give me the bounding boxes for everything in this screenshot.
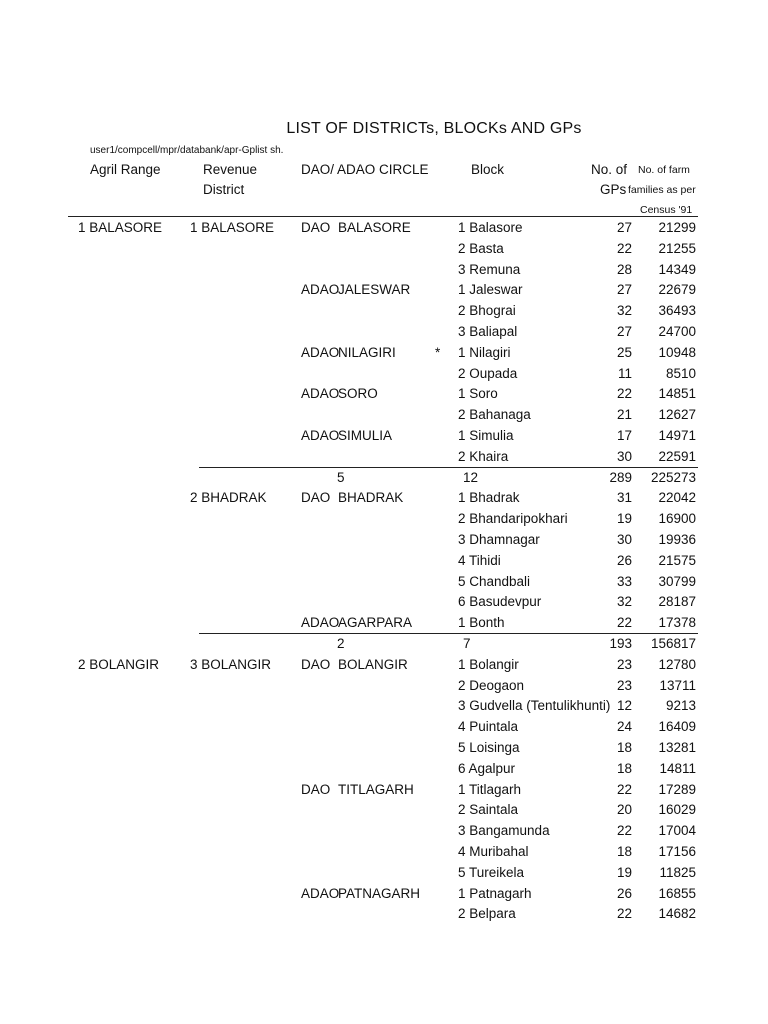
- block-cell: 2 Oupada: [458, 365, 518, 381]
- gps-count-cell: 21: [616, 407, 632, 423]
- subtotal-families: 225273: [650, 469, 696, 485]
- gps-count-cell: 24: [616, 719, 632, 735]
- block-cell: 5 Chandbali: [458, 573, 531, 589]
- farm-families-cell: 21299: [658, 220, 696, 235]
- table-row: [0, 300, 768, 321]
- gps-count-cell: 23: [616, 677, 632, 693]
- gps-count-cell: 22: [616, 781, 632, 797]
- farm-families-cell: 14971: [658, 428, 696, 443]
- table-row: [0, 799, 768, 820]
- gps-count-cell: 22: [616, 823, 632, 839]
- block-cell: 1 Titlagarh: [458, 781, 522, 797]
- table-row: [0, 841, 768, 862]
- block-cell: 3 Dhamnagar: [458, 532, 540, 547]
- farm-families-cell: 22679: [658, 282, 696, 298]
- circle-name-cell: SORO: [338, 386, 378, 402]
- circle-type-cell: ADAO: [301, 885, 340, 901]
- block-cell: 4 Tihidi: [458, 552, 501, 568]
- gps-count-cell: 19: [616, 864, 632, 880]
- header-gps: GPs: [600, 182, 627, 197]
- table-row: [0, 279, 768, 300]
- gps-count-cell: 23: [616, 656, 632, 672]
- farm-families-cell: 19936: [658, 532, 696, 547]
- farm-families-cell: 8510: [665, 365, 696, 381]
- block-cell: 2 Khaira: [458, 448, 509, 464]
- header-farm-line1: No. of farm: [638, 164, 690, 176]
- block-cell: 2 Bhograi: [458, 303, 516, 319]
- gps-count-cell: 11: [617, 365, 632, 381]
- table-row: [0, 425, 768, 446]
- agril-range-cell: 2 BOLANGIR: [78, 656, 160, 672]
- gps-count-cell: 26: [616, 552, 632, 568]
- farm-families-cell: 17378: [658, 615, 696, 631]
- page-title: LIST OF DISTRICTs, BLOCKs AND GPs: [286, 120, 582, 137]
- header-farm-line3: Census '91: [640, 204, 693, 216]
- block-cell: 2 Basta: [458, 240, 504, 256]
- table-row: [0, 779, 768, 800]
- gps-count-cell: 18: [616, 844, 632, 859]
- gps-count-cell: 30: [616, 448, 632, 464]
- gps-count-cell: 22: [616, 906, 632, 922]
- gps-count-cell: 22: [616, 240, 632, 256]
- block-cell: 1 Bolangir: [458, 656, 519, 672]
- farm-families-cell: 36493: [658, 303, 696, 319]
- table-row: [0, 612, 768, 633]
- agril-range-cell: 1 BALASORE: [78, 220, 163, 235]
- farm-families-cell: 17156: [658, 844, 696, 859]
- table-row: [0, 903, 768, 924]
- farm-families-cell: 17004: [658, 823, 696, 839]
- subtotal-gps: 193: [609, 636, 632, 651]
- block-cell: 1 Jaleswar: [458, 282, 523, 298]
- subtotal-dao-count: 2: [337, 636, 345, 651]
- farm-families-cell: 11825: [659, 864, 696, 880]
- table-row: [0, 571, 768, 592]
- table-row: [0, 737, 768, 758]
- farm-families-cell: 16409: [658, 719, 696, 735]
- block-cell: 1 Simulia: [458, 428, 514, 443]
- block-cell: 3 Baliapal: [458, 324, 518, 339]
- block-cell: 1 Nilagiri: [458, 344, 511, 360]
- block-cell: 4 Muribahal: [458, 844, 529, 859]
- table-row: [0, 758, 768, 779]
- header-farm-line2: families as per: [628, 184, 696, 196]
- district-cell: 3 BOLANGIR: [190, 656, 272, 672]
- gps-count-cell: 27: [616, 220, 632, 235]
- circle-name-cell: AGARPARA: [338, 615, 413, 631]
- circle-type-cell: ADAO: [301, 428, 340, 443]
- farm-families-cell: 17289: [658, 781, 696, 797]
- gps-count-cell: 17: [616, 428, 632, 443]
- circle-name-cell: NILAGIRI: [338, 344, 396, 360]
- block-cell: 3 Gudvella (Tentulikhunti): [458, 698, 611, 714]
- farm-families-cell: 21255: [658, 240, 696, 256]
- table-row: [0, 529, 768, 550]
- table-row: [0, 363, 768, 384]
- table-row: [0, 883, 768, 904]
- header-revenue: Revenue: [203, 162, 258, 177]
- circle-type-cell: DAO: [301, 781, 331, 797]
- circle-name-cell: JALESWAR: [338, 282, 411, 298]
- table-row: [0, 716, 768, 737]
- farm-families-cell: 22591: [658, 448, 696, 464]
- gps-count-cell: 28: [616, 261, 632, 277]
- gps-count-cell: 18: [616, 740, 632, 755]
- district-cell: 2 BHADRAK: [190, 490, 267, 506]
- subtotal-dao-count: 5: [337, 469, 345, 485]
- table-row: [0, 508, 768, 529]
- subtotal-row: [0, 467, 768, 488]
- farm-families-cell: 14811: [659, 760, 696, 776]
- circle-type-cell: DAO: [301, 490, 331, 506]
- circle-type-cell: DAO: [301, 656, 331, 672]
- farm-families-cell: 16900: [658, 511, 696, 527]
- gps-count-cell: 32: [616, 303, 632, 319]
- gps-count-cell: 27: [616, 324, 632, 339]
- farm-families-cell: 16029: [658, 802, 696, 818]
- circle-name-cell: SIMULIA: [338, 428, 393, 443]
- circle-name-cell: TITLAGARH: [338, 781, 414, 797]
- gps-count-cell: 32: [616, 594, 632, 610]
- table-row: [0, 404, 768, 425]
- block-cell: 6 Agalpur: [458, 760, 516, 776]
- circle-name-cell: BHADRAK: [338, 490, 404, 506]
- farm-families-cell: 12780: [658, 656, 696, 672]
- block-cell: 6 Basudevpur: [458, 594, 542, 610]
- subtotal-families: 156817: [650, 636, 696, 651]
- farm-families-cell: 14682: [658, 906, 696, 922]
- header-dao-circle: DAO/ ADAO CIRCLE: [301, 162, 429, 177]
- gps-count-cell: 26: [616, 885, 632, 901]
- farm-families-cell: 16855: [658, 885, 696, 901]
- gps-count-cell: 12: [616, 698, 632, 714]
- circle-type-cell: DAO: [301, 220, 331, 235]
- district-cell: 1 BALASORE: [190, 220, 275, 235]
- farm-families-cell: 28187: [658, 594, 696, 610]
- table-row: [0, 820, 768, 841]
- farm-families-cell: 13711: [659, 677, 696, 693]
- block-cell: 4 Puintala: [458, 719, 519, 735]
- circle-type-cell: ADAO: [301, 282, 340, 298]
- block-cell: 3 Remuna: [458, 261, 521, 277]
- block-cell: 5 Tureikela: [458, 864, 525, 880]
- farm-families-cell: 12627: [658, 407, 696, 423]
- circle-name-cell: BOLANGIR: [338, 656, 408, 672]
- farm-families-cell: 9213: [665, 698, 696, 714]
- subtotal-block-count: 7: [463, 636, 471, 651]
- gps-count-cell: 22: [616, 615, 632, 631]
- table-row: [0, 321, 768, 342]
- circle-name-cell: BALASORE: [338, 220, 411, 235]
- farm-families-cell: 14851: [658, 386, 696, 402]
- header-no-of: No. of: [591, 162, 628, 177]
- farm-families-cell: 21575: [658, 552, 696, 568]
- subtotal-block-count: 12: [463, 469, 479, 485]
- gps-count-cell: 33: [616, 573, 632, 589]
- block-cell: 2 Deogaon: [458, 677, 525, 693]
- block-cell: 1 Patnagarh: [458, 885, 532, 901]
- table-row: [0, 487, 768, 508]
- gps-count-cell: 20: [616, 802, 632, 818]
- block-cell: 2 Bahanaga: [458, 407, 531, 423]
- table-row: [0, 342, 768, 363]
- block-cell: 5 Loisinga: [458, 740, 520, 755]
- block-cell: 2 Saintala: [458, 802, 519, 818]
- circle-type-cell: ADAO: [301, 344, 340, 360]
- block-cell: 1 Bonth: [458, 615, 505, 631]
- block-cell: 2 Belpara: [458, 906, 516, 922]
- gps-count-cell: 18: [616, 760, 632, 776]
- file-path-note: user1/compcell/mpr/databank/apr-Gplist sh.: [90, 145, 284, 156]
- table-row: [0, 550, 768, 571]
- table-row: [0, 695, 768, 716]
- circle-type-cell: ADAO: [301, 386, 340, 402]
- gps-count-cell: 27: [616, 282, 632, 298]
- table-row: [0, 383, 768, 404]
- block-cell: 1 Balasore: [458, 220, 523, 235]
- block-cell: 1 Soro: [458, 386, 498, 402]
- block-cell: 2 Bhandaripokhari: [458, 511, 568, 527]
- table-row: [0, 862, 768, 883]
- table-row: [0, 217, 768, 238]
- gps-count-cell: 25: [616, 344, 632, 360]
- subtotal-gps: 289: [609, 469, 632, 485]
- table-row: [0, 591, 768, 612]
- block-cell: 1 Bhadrak: [458, 490, 520, 506]
- table-row: [0, 654, 768, 675]
- farm-families-cell: 13281: [658, 740, 696, 755]
- farm-families-cell: 24700: [658, 324, 696, 339]
- farm-families-cell: 14349: [658, 261, 696, 277]
- table-row: [0, 238, 768, 259]
- farm-families-cell: 30799: [658, 573, 696, 589]
- header-block: Block: [471, 162, 505, 177]
- gps-count-cell: 19: [616, 511, 632, 527]
- farm-families-cell: 22042: [658, 490, 696, 506]
- gps-count-cell: 31: [616, 490, 632, 506]
- asterisk-mark: *: [435, 344, 441, 360]
- table-row: [0, 446, 768, 467]
- header-agril-range: Agril Range: [90, 162, 161, 177]
- subtotal-row: [0, 633, 768, 654]
- header-district: District: [203, 182, 245, 197]
- block-cell: 3 Bangamunda: [458, 823, 550, 839]
- table-row: [0, 675, 768, 696]
- gps-count-cell: 22: [616, 386, 632, 402]
- table-row: [0, 259, 768, 280]
- gps-count-cell: 30: [616, 532, 632, 547]
- farm-families-cell: 10948: [658, 344, 696, 360]
- circle-name-cell: PATNAGARH: [338, 885, 421, 901]
- circle-type-cell: ADAO: [301, 615, 340, 631]
